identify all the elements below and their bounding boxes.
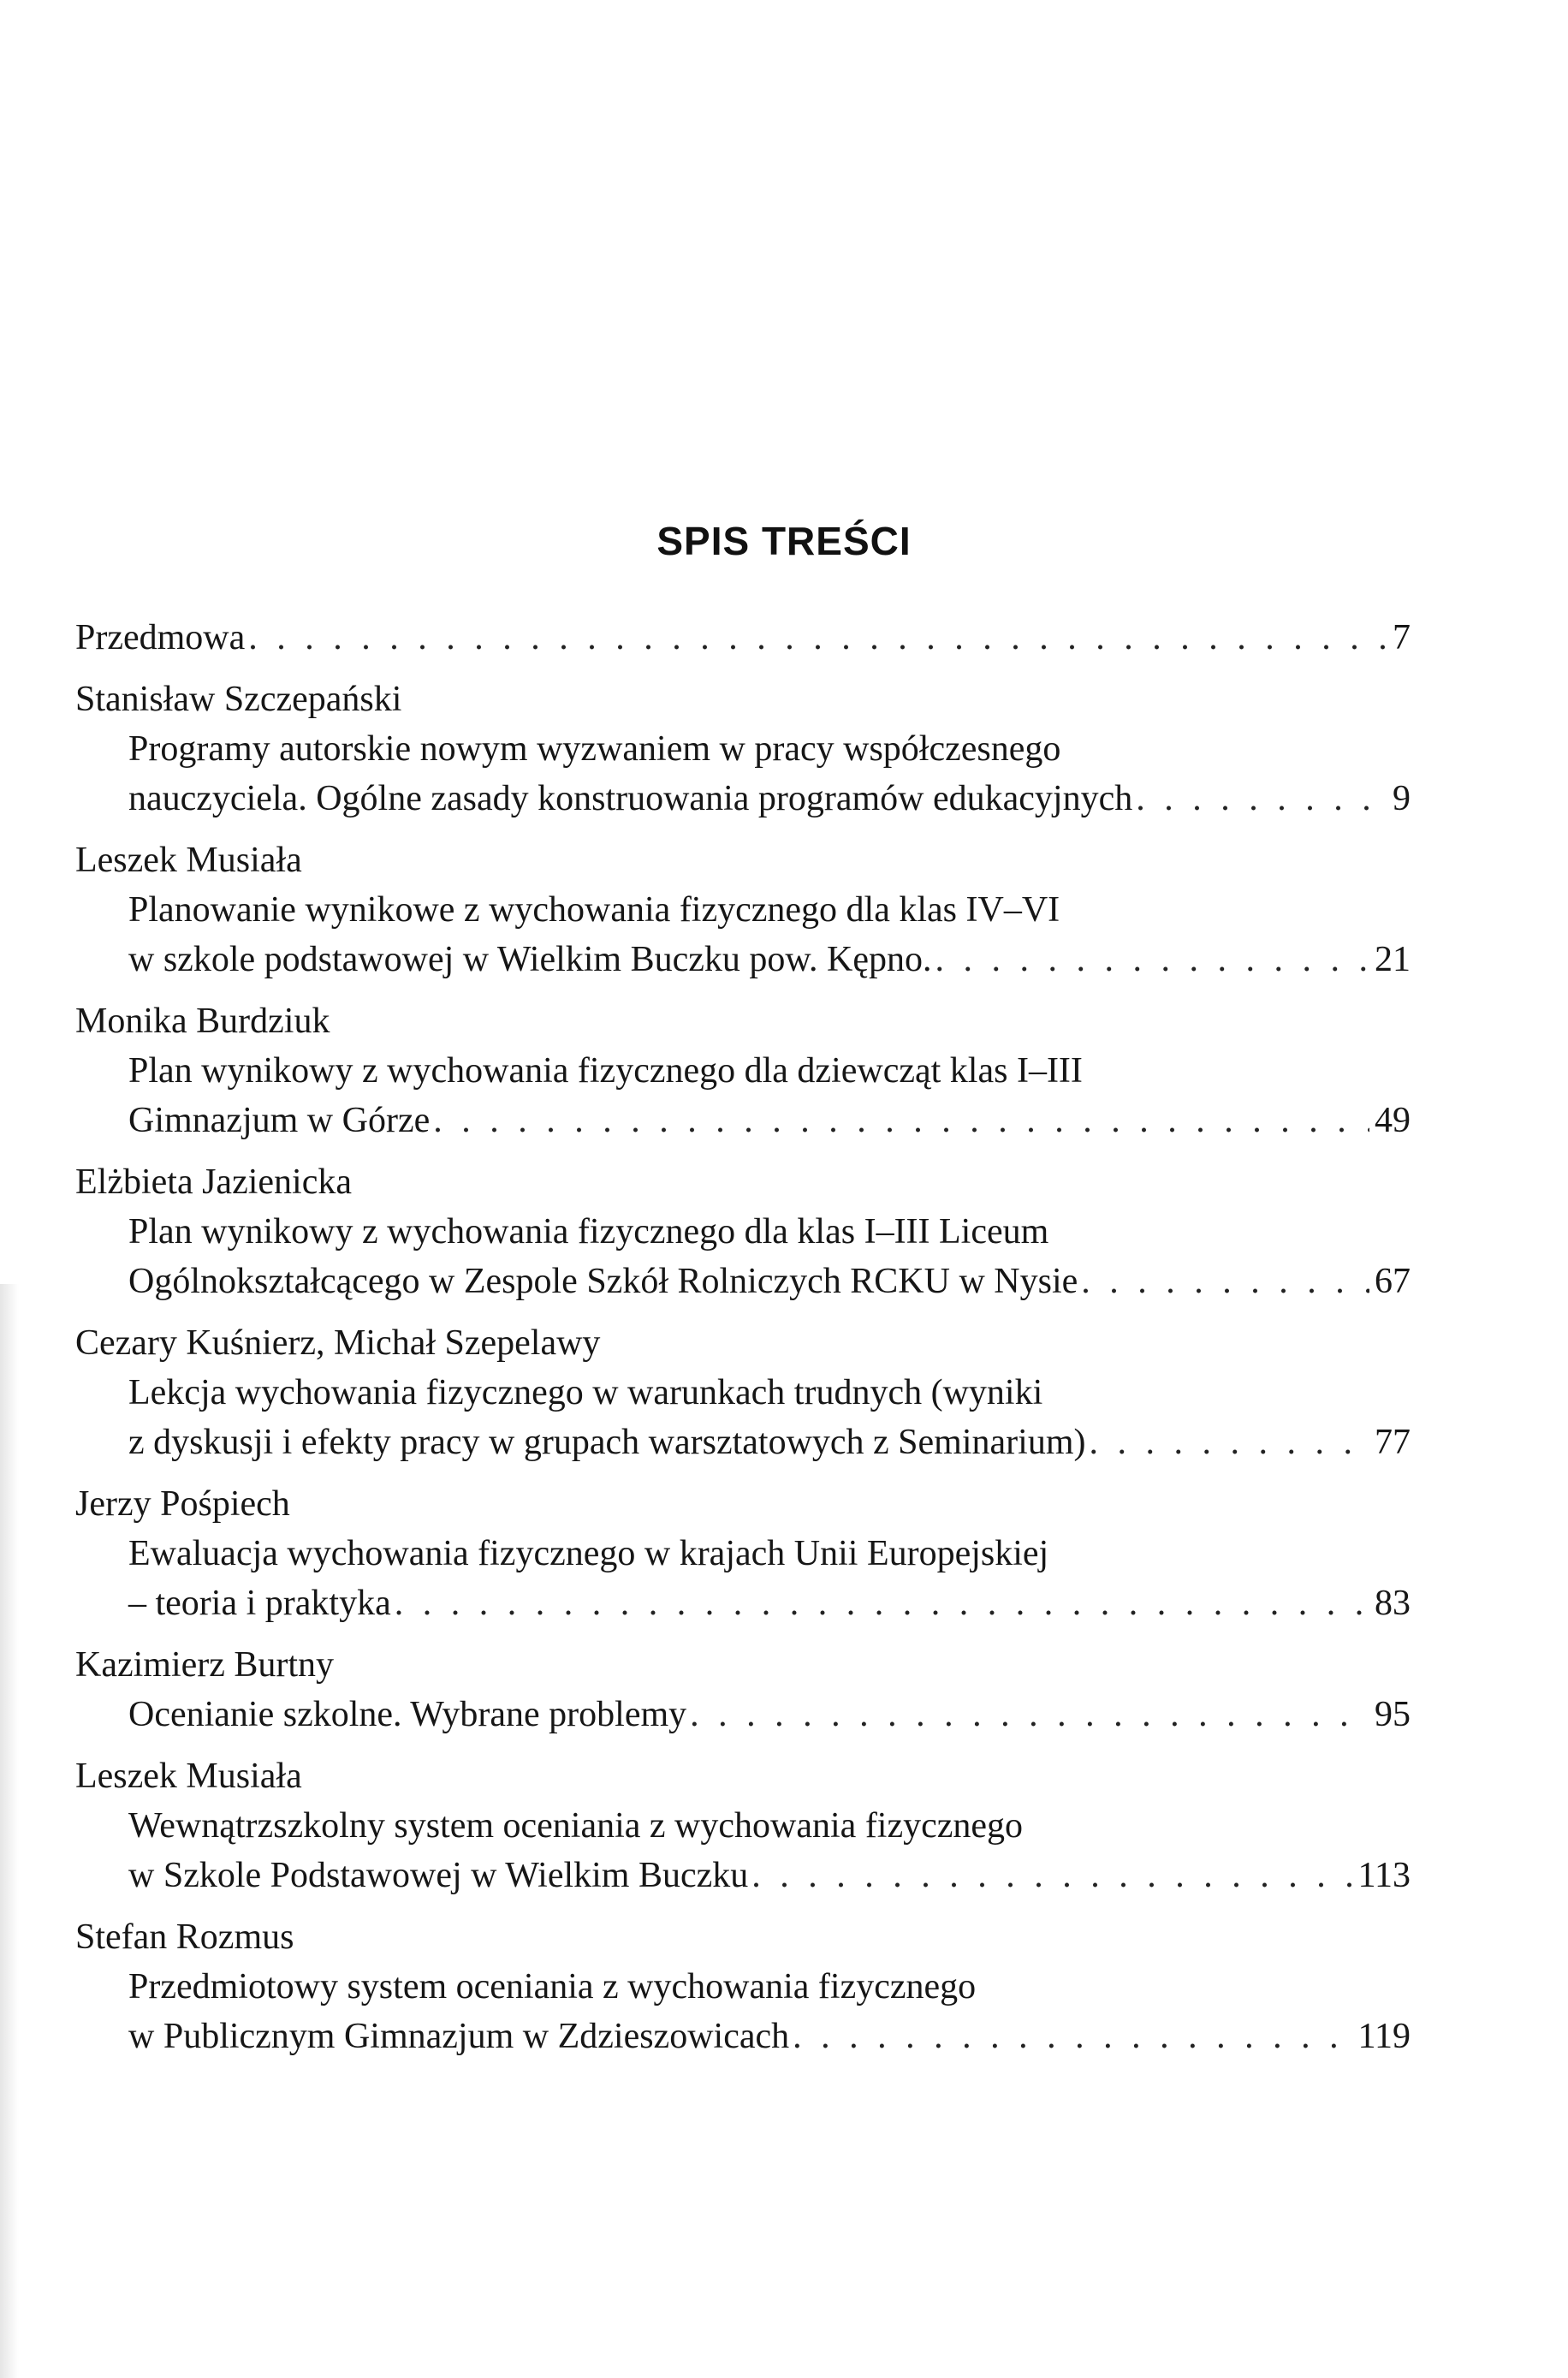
toc-author: Cezary Kuśnierz, Michał Szepelawy — [75, 1323, 601, 1363]
toc-entry-title: Lekcja wychowania fizycznego w warunkach trudnych (wyniki — [128, 1373, 1043, 1412]
toc-entry-title: Przedmowa — [75, 618, 246, 657]
scan-edge-shadow — [0, 1284, 19, 2378]
toc-page-number: 119 — [1357, 2017, 1411, 2056]
dot-leader — [1089, 1418, 1369, 1467]
toc-entry-title: – teoria i praktyka — [128, 1584, 391, 1623]
toc-page-number: 21 — [1375, 940, 1411, 979]
dot-leader — [751, 1851, 1352, 1900]
toc-page-number: 67 — [1375, 1262, 1411, 1301]
toc-entry[interactable] — [75, 613, 1411, 663]
dot-leader — [1081, 1257, 1369, 1306]
toc-entry-title: Programy autorskie nowym wyzwaniem w pracy współczesnego — [128, 729, 1061, 769]
dot-leader — [433, 1096, 1369, 1145]
toc-entry[interactable] — [75, 1851, 1411, 1900]
toc-author: Leszek Musiała — [75, 1757, 302, 1796]
toc-entry[interactable] — [75, 2012, 1411, 2061]
toc-entry-title: nauczyciela. Ogólne zasady konstruowania programów edukacyjnych — [128, 779, 1133, 818]
toc-author: Monika Burdziuk — [75, 1002, 330, 1041]
dot-leader — [248, 613, 1387, 663]
toc-author: Leszek Musiała — [75, 841, 302, 880]
toc-entry[interactable] — [75, 1690, 1411, 1739]
toc-page-number: 9 — [1393, 779, 1411, 818]
toc-page-number: 83 — [1375, 1584, 1411, 1623]
toc-author: Stefan Rozmus — [75, 1917, 294, 1957]
toc-entry-title: Plan wynikowy z wychowania fizycznego dla dziewcząt klas I–III — [128, 1051, 1083, 1091]
toc-entry-title: Ewaluacja wychowania fizycznego w krajach Unii Europejskiej — [128, 1534, 1049, 1573]
toc-entry-title: Ocenianie szkolne. Wybrane problemy — [128, 1695, 687, 1734]
toc-entry-title: Wewnątrzszkolny system oceniania z wychowania fizycznego — [128, 1806, 1024, 1846]
toc-author: Kazimierz Burtny — [75, 1645, 335, 1685]
toc-entry-title: Ogólnokształcącego w Zespole Szkół Rolniczych RCKU w Nysie — [128, 1262, 1078, 1301]
dot-leader — [690, 1690, 1369, 1739]
toc-entry-title: Plan wynikowy z wychowania fizycznego dla klas I–III Liceum — [128, 1212, 1049, 1251]
toc-page-number: 113 — [1357, 1856, 1411, 1895]
toc-page-number: 95 — [1375, 1695, 1411, 1734]
toc-entry[interactable] — [75, 1418, 1411, 1467]
toc-entry[interactable] — [75, 1257, 1411, 1306]
toc-entry[interactable] — [75, 1578, 1411, 1628]
dot-leader — [1136, 774, 1387, 823]
toc-entry-title: Przedmiotowy system oceniania z wychowania fizycznego — [128, 1967, 977, 2006]
dot-leader — [395, 1578, 1369, 1628]
toc-page-number: 77 — [1375, 1423, 1411, 1462]
page-title: SPIS TREŚCI — [656, 519, 912, 563]
toc-page-number: 49 — [1375, 1101, 1411, 1140]
dot-leader — [793, 2012, 1352, 2061]
toc-entry-title: w szkole podstawowej w Wielkim Buczku pow. Kępno. — [128, 940, 932, 979]
toc-entry[interactable] — [75, 774, 1411, 823]
dot-leader — [935, 935, 1369, 984]
toc-author: Elżbieta Jazienicka — [75, 1162, 352, 1202]
toc-entry[interactable] — [75, 1096, 1411, 1145]
toc-author: Jerzy Pośpiech — [75, 1484, 290, 1524]
toc-entry-title: w Publicznym Gimnazjum w Zdzieszowicach — [128, 2017, 790, 2056]
toc-entry-title: Gimnazjum w Górze — [128, 1101, 431, 1140]
toc-entry-title: Planowanie wynikowe z wychowania fizycznego dla klas IV–VI — [128, 890, 1060, 930]
toc-entry-title: z dyskusji i efekty pracy w grupach warsztatowych z Seminarium) — [128, 1423, 1086, 1462]
toc-entry-title: w Szkole Podstawowej w Wielkim Buczku — [128, 1856, 749, 1895]
toc-entry[interactable] — [75, 935, 1411, 984]
table-of-contents — [75, 613, 1411, 2061]
toc-author: Stanisław Szczepański — [75, 680, 402, 719]
toc-page-number: 7 — [1393, 618, 1411, 657]
